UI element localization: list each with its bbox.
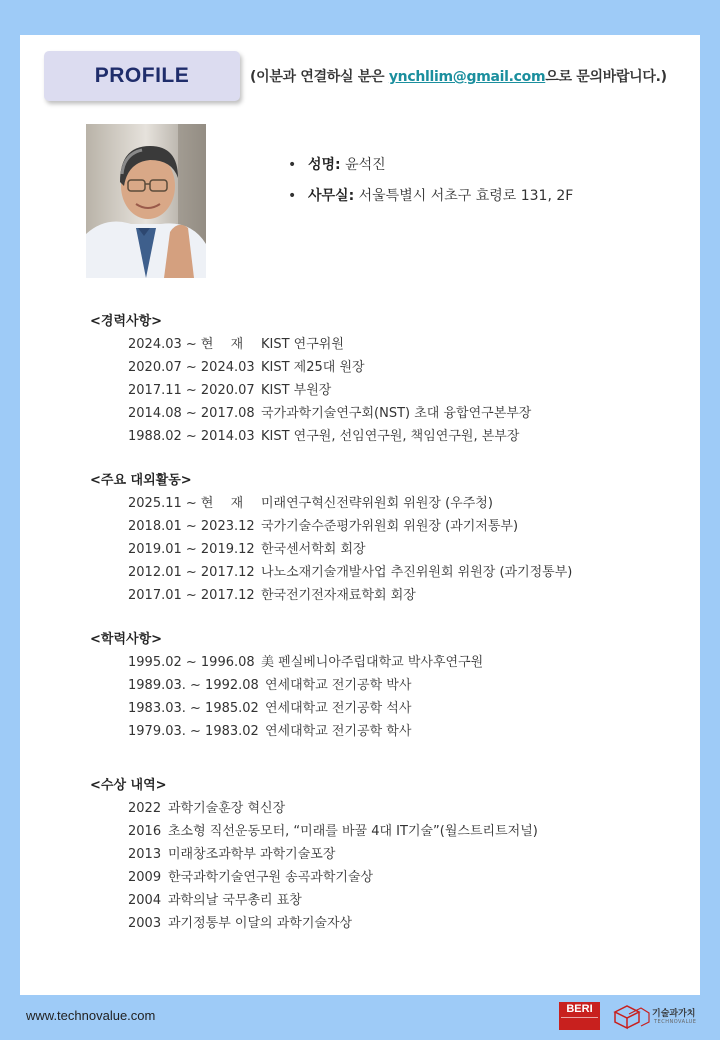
item-date: 1995.02 ~ 1996.08 [128, 655, 255, 670]
item-date: 2020.07 ~ 2024.03 [128, 360, 255, 375]
item-text: 연세대학교 전기공학 학사 [265, 724, 412, 739]
list-item [90, 823, 538, 846]
item-date: 2013 [128, 847, 162, 862]
list-item [90, 382, 531, 405]
footer-website-link[interactable]: www.technovalue.com [26, 1008, 156, 1023]
item-date: 2017.01 ~ 2017.12 [128, 588, 255, 603]
list-item [90, 800, 538, 823]
contact-note [250, 66, 667, 86]
activities-heading: <주요 대외활동> [90, 473, 192, 488]
list-item [90, 518, 572, 541]
item-text: 미래연구혁신전략위원회 위원장 (우주청) [261, 496, 493, 511]
list-item [90, 564, 572, 587]
item-text: 연세대학교 전기공학 박사 [265, 678, 412, 693]
item-date: 2022 [128, 801, 162, 816]
list-item [90, 723, 483, 746]
beri-label: BERI [566, 1003, 593, 1015]
awards-section [90, 777, 538, 938]
email-link[interactable]: ynchllim@gmail.com [388, 69, 546, 85]
partner-subtitle: TECHNOVALUE [654, 1019, 697, 1025]
list-item [90, 336, 531, 359]
item-date: 2014.08 ~ 2017.08 [128, 406, 255, 421]
list-item [90, 428, 531, 451]
item-date: 2017.11 ~ 2020.07 [128, 383, 255, 398]
list-item [90, 495, 572, 518]
list-item [90, 541, 572, 564]
list-item [90, 359, 531, 382]
item-date: 2004 [128, 893, 162, 908]
technovalue-logo-icon [609, 1002, 651, 1030]
item-text: KIST 연구원, 선임연구원, 책임연구원, 본부장 [261, 429, 520, 444]
list-item [90, 846, 538, 869]
item-date: 2009 [128, 870, 162, 885]
name-row [288, 154, 573, 185]
awards-heading: <수상 내역> [90, 778, 167, 793]
list-item [90, 700, 483, 723]
career-heading: <경력사항> [90, 314, 163, 329]
item-date: 1979.03. ~ 1983.02 [128, 724, 259, 739]
item-text: 과기정통부 이달의 과학기술자상 [168, 916, 353, 931]
education-section [90, 631, 483, 746]
item-date: 1988.02 ~ 2014.03 [128, 429, 255, 444]
item-text: 초소형 직선운동모터, “미래를 바꿀 4대 IT기술”(월스트리트저널) [168, 824, 538, 839]
partner-name: 기술과가치 [652, 1009, 696, 1019]
item-text: 과학의날 국무총리 표창 [168, 893, 302, 908]
portrait-image [86, 124, 206, 278]
list-item [90, 892, 538, 915]
activities-section [90, 472, 572, 610]
item-text: 한국센서학회 회장 [261, 542, 366, 557]
item-date: 1983.03. ~ 1985.02 [128, 701, 259, 716]
item-date: 2012.01 ~ 2017.12 [128, 565, 255, 580]
item-text: 나노소재기술개발사업 추진위원회 위원장 (과기정통부) [261, 565, 573, 580]
item-date: 2019.01 ~ 2019.12 [128, 542, 255, 557]
item-text: 한국전기전자재료학회 회장 [261, 588, 416, 603]
item-date: 2025.11 ~ 현 재 [128, 496, 244, 511]
profile-badge: PROFILE [44, 51, 240, 101]
list-item [90, 654, 483, 677]
item-text: 한국과학기술연구원 송곡과학기술상 [168, 870, 374, 885]
office-value: 서울특별시 서초구 효령로 131, 2F [358, 188, 574, 204]
list-item [90, 587, 572, 610]
item-text: 미래창조과학부 과학기술포장 [168, 847, 336, 862]
item-text: KIST 연구위원 [261, 337, 344, 352]
list-item [90, 869, 538, 892]
education-heading: <학력사항> [90, 632, 163, 647]
bullet-icon: • [288, 157, 297, 173]
list-item [90, 677, 483, 700]
name-label: 성명: [308, 157, 341, 173]
item-text: KIST 제25대 원장 [261, 360, 365, 375]
item-date: 2024.03 ~ 현 재 [128, 337, 244, 352]
profile-photo [86, 124, 206, 278]
name-value: 윤석진 [345, 157, 386, 173]
item-date: 2018.01 ~ 2023.12 [128, 519, 255, 534]
beri-subtitle-lines [561, 1017, 598, 1028]
item-text: 국가기술수준평가위원회 위원장 (과기저통부) [261, 519, 519, 534]
list-item [90, 405, 531, 428]
bullet-icon: • [288, 188, 297, 204]
contact-prefix: (이분과 연결하실 분은 [250, 69, 389, 85]
list-item [90, 915, 538, 938]
item-text: 과학기술훈장 혁신장 [168, 801, 286, 816]
office-label: 사무실: [308, 188, 355, 204]
item-text: KIST 부원장 [261, 383, 332, 398]
item-date: 1989.03. ~ 1992.08 [128, 678, 259, 693]
contact-suffix: 으로 문의바랍니다.) [545, 69, 667, 85]
career-section [90, 313, 531, 451]
office-row [288, 185, 573, 216]
personal-info [288, 154, 573, 216]
beri-logo [559, 1002, 600, 1030]
item-text: 국가과학기술연구회(NST) 초대 융합연구본부장 [261, 406, 532, 421]
item-text: 연세대학교 전기공학 석사 [265, 701, 412, 716]
item-text: 美 펜실베니아주립대학교 박사후연구원 [261, 655, 484, 670]
item-date: 2003 [128, 916, 162, 931]
item-date: 2016 [128, 824, 162, 839]
